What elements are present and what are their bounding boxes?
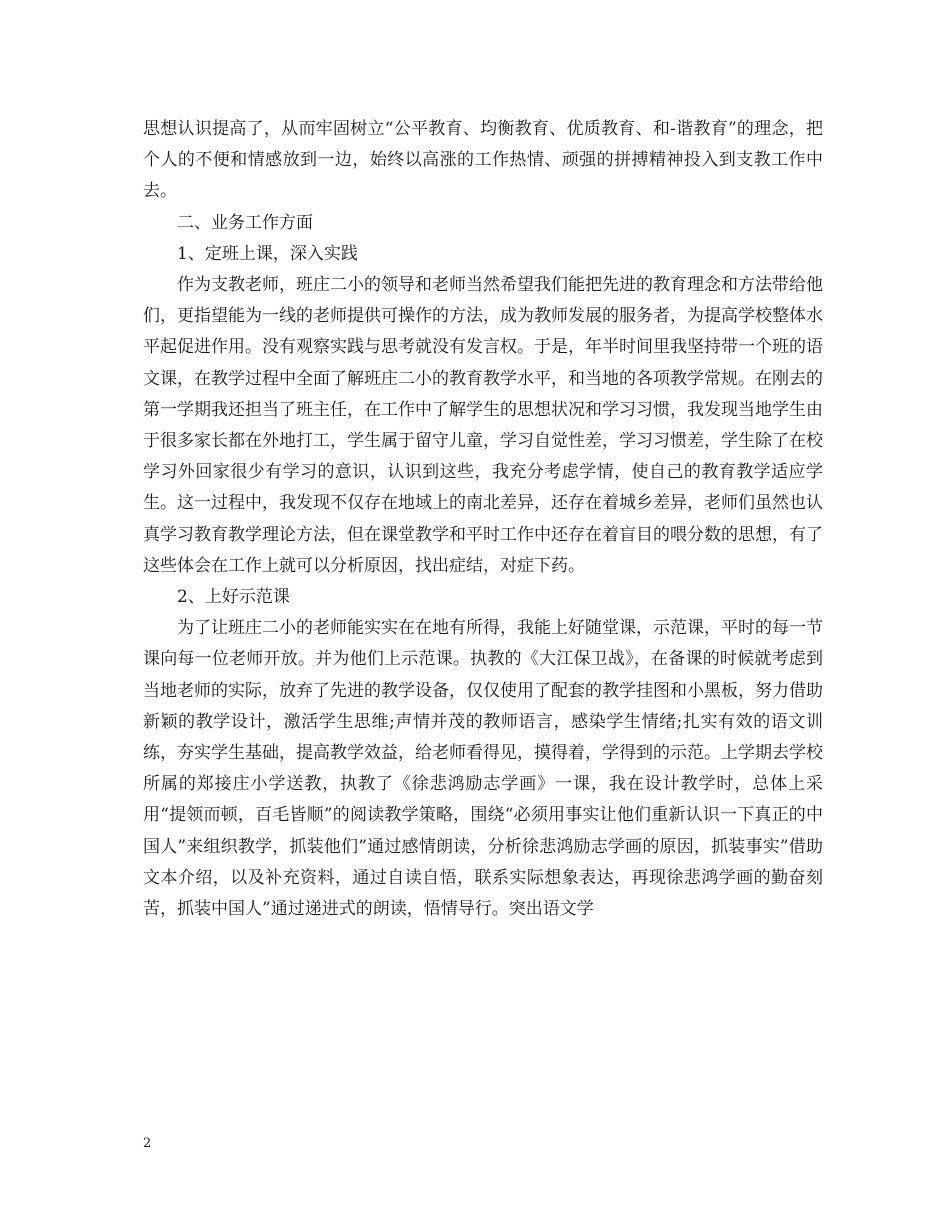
paragraph-class-teaching: 作为支教老师，班庄二小的领导和老师当然希望我们能把先进的教育理念和方法带给他们，更指望能为一线的老师提供可操作的方法，成为教师发展的服务者，为提高学校整体水平起促进作用。没有观察实践与思考就没有发言权。于是，年半时间里我坚持带一个班的语文课，在教学过程中全面了解班庄二小的教育教学水平，和当地的各项教学常规。在刚去的第一学期我还担当了班主任，在工作中了解学生的思想状况和学习习惯，我发现当地学生由于很多家长都在外地打工，学生属于留守儿童，学习自觉性差，学习习惯差，学生除了在校学习外回家很少有学习的意识，认识到这些，我充分考虑学情，使自己的教育教学适应学生。这一过程中，我发现不仅存在地域上的南北差异，还存在着城乡差异，老师们虽然也认真学习教育教学理论方法，但在课堂教学和平时工作中还存在着盲目的喂分数的思想，有了这些体会在工作上就可以分析原因，找出症结，对症下药。 [143,275,823,576]
paragraph-demo-lesson: 为了让班庄二小的老师能实实在在地有所得，我能上好随堂课，示范课，平时的每一节课向每一位老师开放。并为他们上示范课。执教的《大江保卫战》，在备课的时候就考虑到当地老师的实际，放弃了先进的教学设备，仅仅使用了配套的教学挂图和小黑板，努力借助新颖的教学设计，激活学生思维;声情并茂的教师语言，感染学生情绪;扎实有效的语文训练，夯实学生基础，提高教学效益，给老师看得见，摸得着，学得到的示范。上学期去学校所属的郑接庄小学送教，执教了《徐悲鸿励志学画》一课，我在设计教学时，总体上采用“提领而顿，百毛皆顺”的阅读教学策略，围绕“必须用事实让他们重新认识一下真正的中国人”来组织教学，抓装他们”通过感情朗读，分析徐悲鸿励志学画的原因，抓装事实”借助文本介绍，以及补充资料，通过自读自悟，联系实际想象表达，再现徐悲鸿学画的勤奋刻苦，抓装中国人”通过递进式的朗读，悟情导行。突出语文学 [143,618,823,920]
document-body [143,114,823,925]
subheading-demo-lesson: 2、上好示范课 [177,587,290,608]
subheading-class-teaching: 1、定班上课，深入实践 [177,243,358,264]
page-number: 2 [143,1136,152,1151]
paragraph-continuation: 思想认识提高了，从而牢固树立“公平教育、均衡教育、优质教育、和-谐教育”的理念，把个人的不便和情感放到一边，始终以高涨的工作热情、顽强的拼搏精神投入到支教工作中去。 [143,119,823,202]
section-heading-business-work: 二、业务工作方面 [177,212,313,233]
